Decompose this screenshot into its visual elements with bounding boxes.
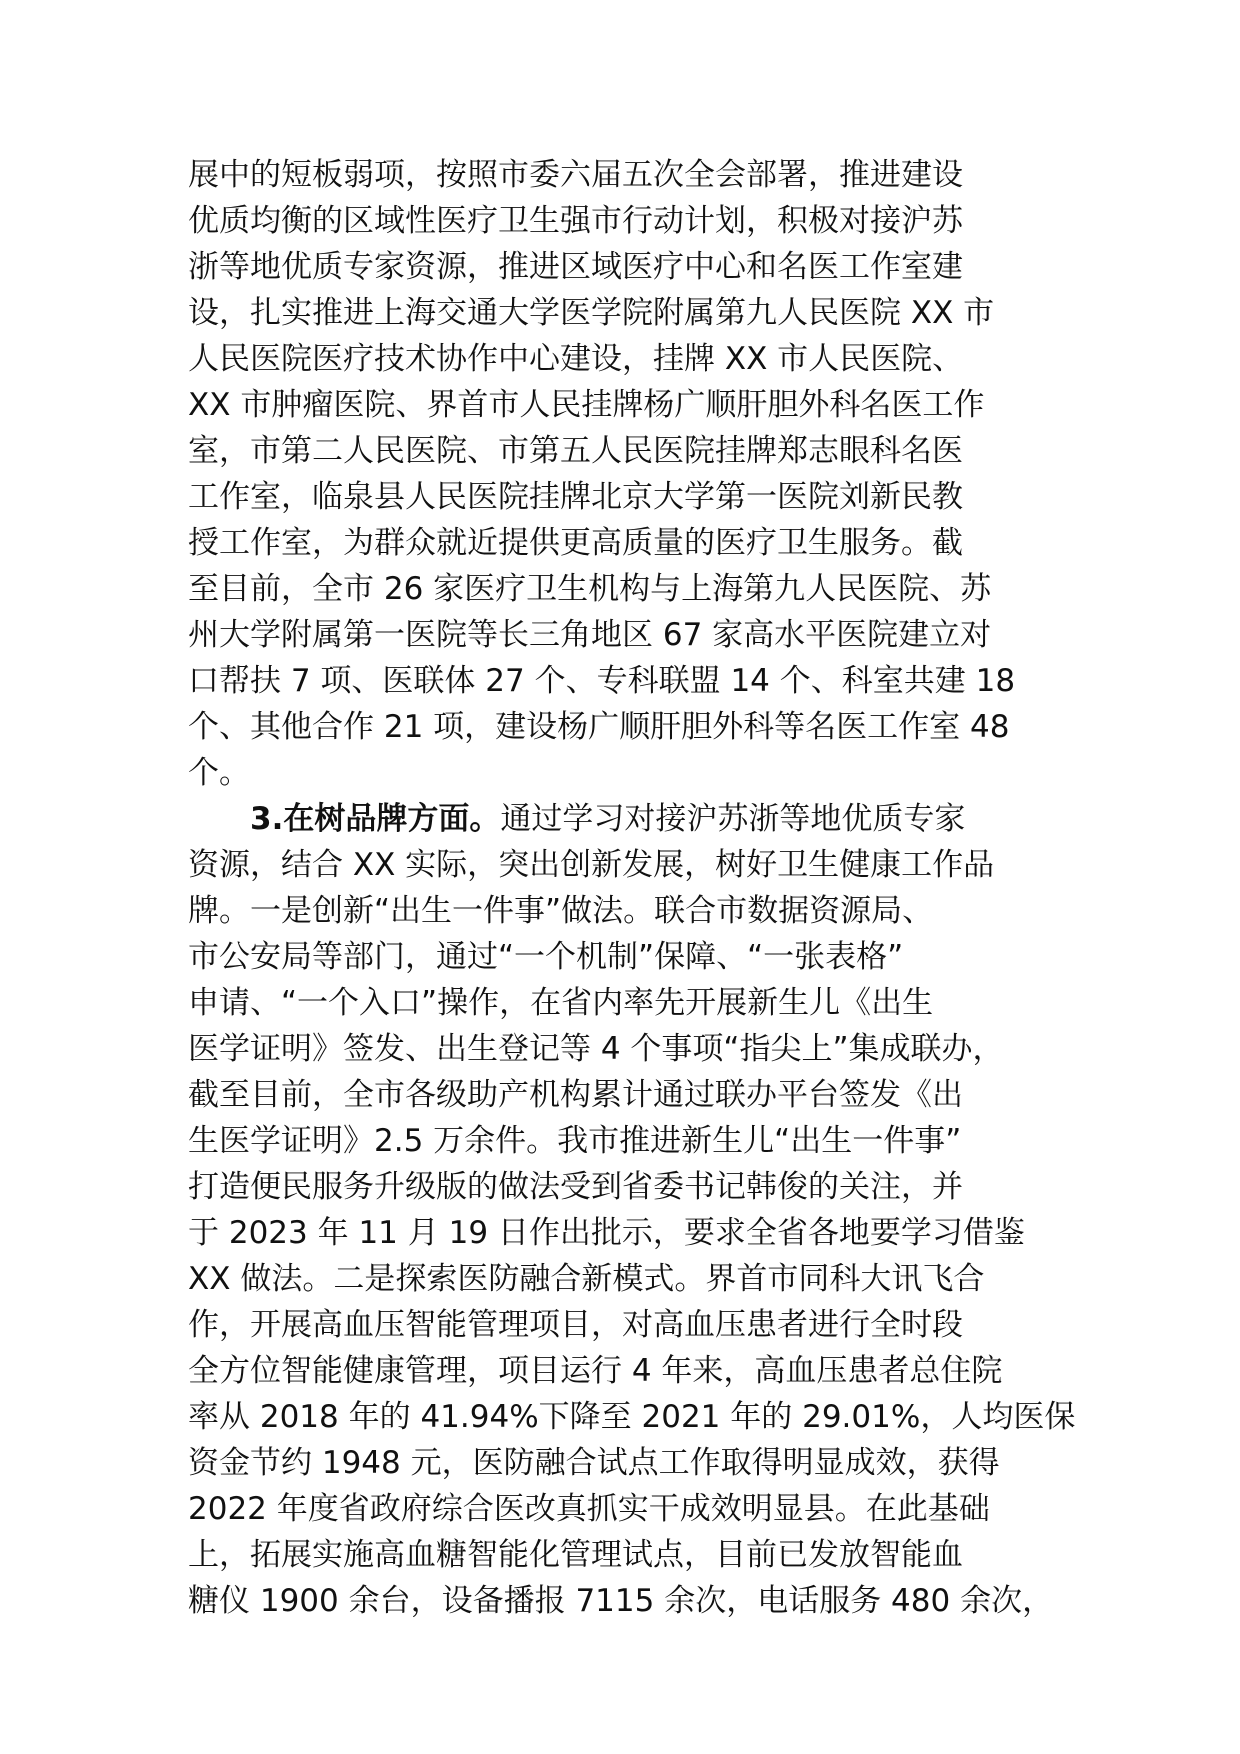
text-line: 人民医院医疗技术协作中心建设，挂牌 XX 市人民医院、 (188, 341, 964, 377)
text-line: 个、其他合作 21 项，建设杨广顺肝胆外科等名医工作室 48 (188, 709, 1010, 745)
text-line: 上，拓展实施高血糖智能化管理试点，目前已发放智能血 (188, 1537, 963, 1573)
text-line: 展中的短板弱项，按照市委六届五次全会部署，推进建设 (188, 157, 963, 193)
text-line: 截至目前，全市各级助产机构累计通过联办平台签发《出 (188, 1077, 963, 1113)
text-line: 授工作室，为群众就近提供更高质量的医疗卫生服务。截 (188, 525, 963, 561)
text-line: 糖仪 1900 余台，设备播报 7115 余次，电话服务 480 余次， (188, 1583, 1054, 1619)
paragraph-1 (188, 152, 1088, 796)
text-line: 设，扎实推进上海交通大学医学院附属第九人民医院 XX 市 (188, 295, 995, 331)
text-line: 全方位智能健康管理，项目运行 4 年来，高血压患者总住院 (188, 1353, 1003, 1389)
text-line: 牌。一是创新“出生一件事”做法。联合市数据资源局、 (188, 893, 934, 929)
text-line: 生医学证明》2.5 万余件。我市推进新生儿“出生一件事” (188, 1123, 962, 1159)
text-line: 州大学附属第一医院等长三角地区 67 家高水平医院建立对 (188, 617, 992, 653)
text-line: 资源，结合 XX 实际，突出创新发展，树好卫生健康工作品 (188, 847, 995, 883)
text-line: 室，市第二人民医院、市第五人民医院挂牌郑志眼科名医 (188, 433, 963, 469)
section-heading: 3.在树品牌方面。 (250, 801, 501, 837)
text-line: 至目前，全市 26 家医疗卫生机构与上海第九人民医院、苏 (188, 571, 992, 607)
text-line: 市公安局等部门，通过“一个机制”保障、“一张表格” (188, 939, 904, 975)
text-line: 口帮扶 7 项、医联体 27 个、专科联盟 14 个、科室共建 18 (188, 663, 1016, 699)
paragraph-2 (188, 796, 1088, 1624)
text-line: 打造便民服务升级版的做法受到省委书记韩俊的关注，并 (188, 1169, 963, 1205)
text-line: XX 市肿瘤医院、界首市人民挂牌杨广顺肝胆外科名医工作 (188, 387, 985, 423)
paragraph-2-first-line (188, 796, 1088, 842)
heading-continuation: 通过学习对接沪苏浙等地优质专家 (500, 801, 966, 837)
text-line: 工作室，临泉县人民医院挂牌北京大学第一医院刘新民教 (188, 479, 963, 515)
text-line: 作，开展高血压智能管理项目，对高血压患者进行全时段 (188, 1307, 963, 1343)
text-line: 个。 (188, 755, 250, 791)
text-line: 优质均衡的区域性医疗卫生强市行动计划，积极对接沪苏 (188, 203, 963, 239)
text-line: 申请、“一个入口”操作，在省内率先开展新生儿《出生 (188, 985, 934, 1021)
text-line: 率从 2018 年的 41.94%下降至 2021 年的 29.01%，人均医保 (188, 1399, 1076, 1435)
text-line: 2022 年度省政府综合医改真抓实干成效明显县。在此基础 (188, 1491, 990, 1527)
text-line: XX 做法。二是探索医防融合新模式。界首市同科大讯飞合 (188, 1261, 985, 1297)
text-line: 浙等地优质专家资源，推进区域医疗中心和名医工作室建 (188, 249, 963, 285)
text-line: 资金节约 1948 元，医防融合试点工作取得明显成效，获得 (188, 1445, 1000, 1481)
body-text (188, 152, 1088, 1624)
text-line: 医学证明》签发、出生登记等 4 个事项“指尖上”集成联办， (188, 1031, 1004, 1067)
text-line: 于 2023 年 11 月 19 日作出批示，要求全省各地要学习借鉴 (188, 1215, 1025, 1251)
